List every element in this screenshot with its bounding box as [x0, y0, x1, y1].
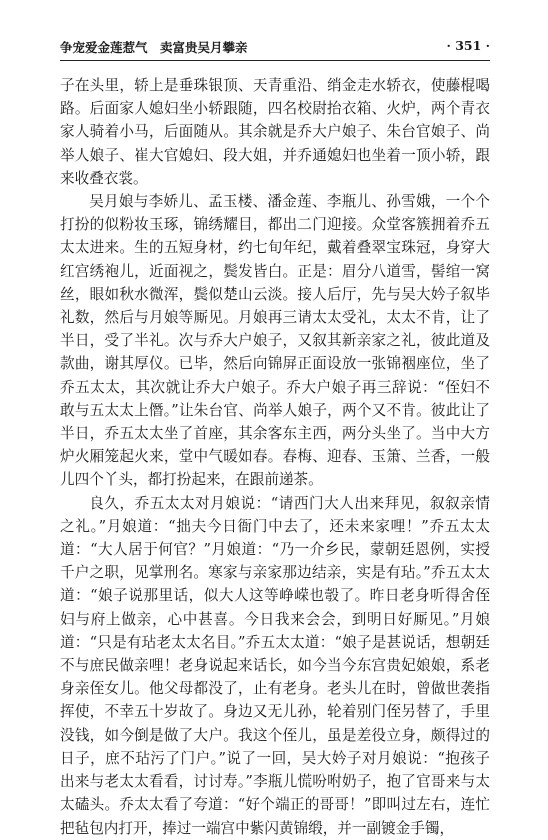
running-header: [60, 38, 490, 58]
header-rule: [60, 60, 490, 61]
chapter-title: 争宠爱金莲惹气 卖富贵吴月攀亲: [60, 40, 248, 55]
paragraph: 良久，乔五太太对月娘说：“请西门大人出来拜见，叙叙亲情之礼。”月娘道：“拙夫今日衙门中去了，还未来家哩！”乔五太太道：“大人居于何官？”月娘道：“乃一介乡民，蒙朝廷恩例，实授千户之职，见掌刑名。寒家与亲家那边结亲，实是有玷。”乔五太太道：“娘子说那里话，似大人这等峥嵘也彀了。昨日老身听得舍侄妇与府上做亲，心中甚喜。今日我来会会，到明日好厮见。”月娘道：“只是有玷老太太名目。”乔五太太道：“娘子是甚说话，想朝廷不与庶民做亲哩！老身说起来话长，如今当今东宫贵妃娘娘，系老身亲侄女儿。他父母都没了，止有老身。老头儿在时，曾做世袭指挥使，不幸五十岁故了。身边又无儿孙，轮着别门侄另替了，手里没钱，如今倒是做了大户。我这个侄儿，虽是差役立身，颇得过的日子，庶不玷污了门户。”说了一回，吴大妗子对月娘说：“抱孩子出来与老太太看看，讨讨寿。”李瓶儿慌吩咐奶子，抱了官哥来与太太磕头。乔太太看了夸道：“好个端正的哥哥！”即叫过左右，连忙把毡包内打开，捧过一端宫中紫闪黄锦缎，并一副镀金手镯，: [60, 494, 490, 837]
body-text: [60, 74, 490, 840]
paragraph: 吴月娘与李娇儿、孟玉楼、潘金莲、李瓶儿、孙雪娥，一个个打扮的似粉妆玉琢，锦绣耀目，都出二门迎接。众堂客簇拥着乔五太太进来。生的五短身材，约七旬年纪，戴着叠翠宝珠冠，身穿大红宫绣袍儿，近面视之，鬓发皆白。正是：眉分八道雪，髻绾一窝丝，眼如秋水微浑，鬓似楚山云淡。接人后厅，先与吴大妗子叙毕礼数，然后与月娘等厮见。月娘再三请太太受礼，太太不肯，让了半日，受了半礼。次与乔大户娘子，又叙其新亲家之礼，彼此道及款曲，谢其厚仪。已毕，然后向锦屏正面设放一张锦裀座位，坐了乔五太太，其次就让乔大户娘子。乔大户娘子再三辞说：“侄妇不敢与五太太上僭。”让朱台官、尚举人娘子，两个又不肯。彼此让了半日，乔五太太坐了首座，其余客东主西，两分头坐了。当中大方炉火厢笼起火来，堂中气暖如春。春梅、迎春、玉箫、兰香，一般儿四个丫头，都打扮起来，在跟前递茶。: [60, 193, 490, 489]
page-number: · 351 ·: [446, 38, 490, 53]
paragraph: 子在头里，轿上是垂珠银顶、天青重沿、绡金走水轿衣，使藤棍喝路。后面家人媳妇坐小轿跟随，四名校尉抬衣箱、火炉，两个青衣家人骑着小马，后面随从。其余就是乔大户娘子、朱台官娘子、尚举人娘子、崔大官媳妇、段大姐，并乔通媳妇也坐着一顶小轿，跟来收叠衣裳。: [60, 77, 490, 187]
